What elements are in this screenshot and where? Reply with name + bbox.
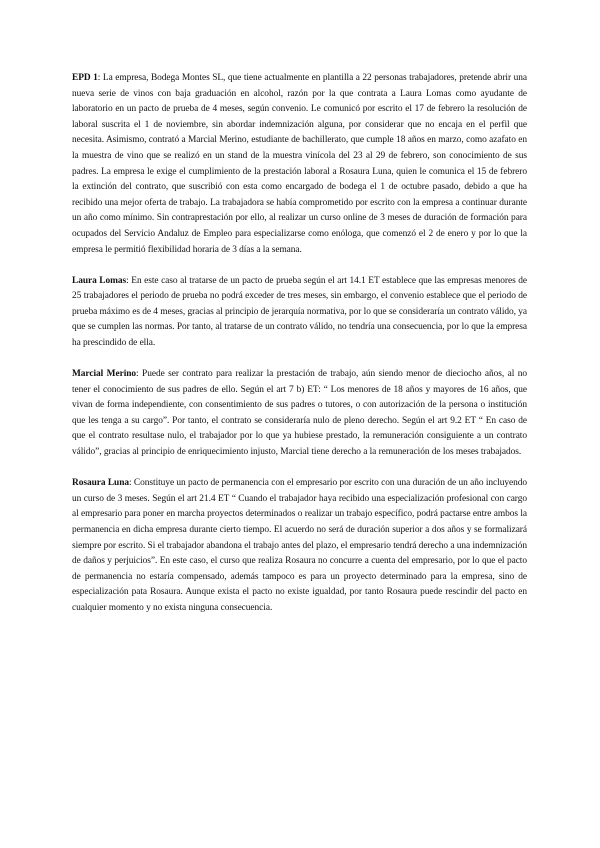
paragraph-epd1 (72, 71, 527, 258)
paragraph-laura-lomas (72, 274, 527, 352)
paragraph-text: : La empresa, Bodega Montes SL, que tiene actualmente en plantilla a 22 personas trabajadores, pretende abrir una nueva serie de vinos con baja graduación en alcohol, razón por la que contrata a Laura Lomas como ayudante de laboratorio en un pacto de prueba de 4 meses, según convenio. Le comunicó por escrito el 17 de febrero la resolución de laboral suscrita el 1 de noviembre, sin abordar indemnización alguna, por considerar que no encaja en el perfil que necesita. Asimismo, contrató a Marcial Merino, estudiante de bachillerato, que cumple 18 años en marzo, como azafato en la muestra de vino que se realizó en un stand de la muestra vinícola del 23 al 29 de febrero, son conocimiento de sus padres. La empresa le exige el cumplimiento de la prestación laboral a Rosaura Luna, quien le comunica el 15 de febrero la extinción del contrato, que suscribió con esta como encargado de bodega el 1 de octubre pasado, debido a que ha recibido una mejor oferta de trabajo. La trabajadora se había comprometido por escrito con la empresa a continuar durante un año como mínimo. Sin contraprestación por ello, al realizar un curso online de 3 meses de duración de formación para ocupados del Servicio Andaluz de Empleo para especializarse como enóloga, que comenzó el 2 de enero y por lo que la empresa le permitió flexibilidad horaria de 3 días a la semana. (72, 73, 527, 255)
paragraph-marcial-merino (72, 367, 527, 461)
document-page (72, 71, 527, 617)
paragraph-heading: Marcial Merino (72, 369, 137, 380)
paragraph-heading: Laura Lomas (72, 275, 127, 286)
paragraph-heading: Rosaura Luna (72, 478, 130, 489)
paragraph-heading: EPD 1 (72, 73, 98, 83)
paragraph-text: : En este caso al tratarse de un pacto de prueba según el art 14.1 ET establece que las empresas menores de 25 trabajadores el periodo de prueba no podrá exceder de tres meses, sin embargo, el convenio establece que el periodo de prueba máximo es de 4 meses, gracias al principio de jerarquía normativa, por lo que se consideraría un contrato válido, ya que se cumplen las normas. Por tanto, al tratarse de un contrato válido, no tendría una consecuencia, por lo que la empresa ha prescindido de ella. (72, 275, 528, 348)
paragraph-text: : Puede ser contrato para realizar la prestación de trabajo, aún siendo menor de dieciocho años, al no tener el conocimiento de sus padres de ello. Según el art 7 b) ET: “ Los menores de 18 años y mayores de 16 años, que vivan de forma independiente, con consentimiento de sus padres o tutores, o con autorización de la persona o institución que les tenga a su cargo”. Por tanto, el contrato se consideraría nulo de pleno derecho. Según el art 9.2 ET “ En caso de que el contrato resultase nulo, el trabajador por lo que ya hubiese prestado, la remuneración consiguiente a un contrato válido”, gracias al principio de enriquecimiento injusto, Marcial tiene derecho a la remuneración de los meses trabajados. (72, 369, 527, 458)
paragraph-text: : Constituye un pacto de permanencia con el empresario por escrito con una duración de un año incluyendo un curso de 3 meses. Según el art 21.4 ET “ Cuando el trabajador haya recibido una especialización profesional con cargo al empresario para poner en marcha proyectos determinados o realizar un trabajo específico, podrá pactarse entre ambos la permanencia en dicha empresa durante cierto tiempo. El acuerdo no será de duración superior a dos años y se formalizará siempre por escrito. Si el trabajador abandona el trabajo antes del plazo, el empresario tendrá derecho a una indemnización de daños y perjuicios”. En este caso, el curso que realiza Rosaura no concurre a cuenta del empresario, por lo que el pacto de permanencia no estaría compensado, además tampoco es para un proyecto determinado para la empresa, sino de especialización pata Rosaura. Aunque exista el pacto no existe igualdad, por tanto Rosaura puede rescindir del pacto en cualquier momento y no exista ninguna consecuencia. (72, 478, 528, 613)
paragraph-rosaura-luna (72, 476, 527, 616)
